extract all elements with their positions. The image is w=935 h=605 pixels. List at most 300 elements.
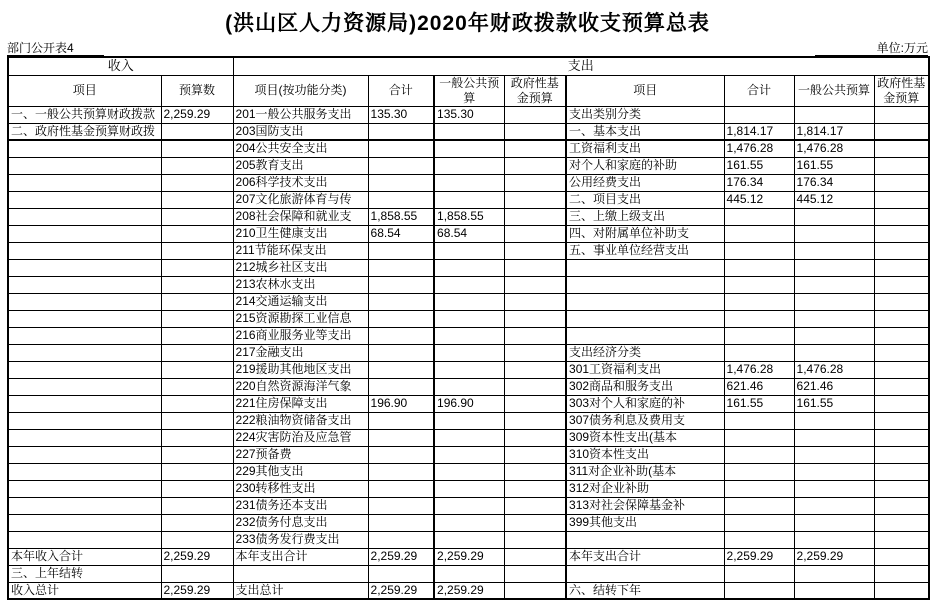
column-header-9: 一般公共预算 <box>794 75 874 106</box>
cell-r16-c10 <box>874 361 929 378</box>
cell-r6-c8: 445.12 <box>724 191 794 208</box>
cell-r8-c7: 四、对附属单位补助支 <box>566 225 724 242</box>
table-row-16 <box>8 361 929 378</box>
cell-r7-c2 <box>161 208 233 225</box>
cell-r21-c3: 227预备费 <box>233 446 368 463</box>
cell-r21-c2 <box>161 446 233 463</box>
cell-r27-c10 <box>874 548 929 565</box>
cell-r20-c4 <box>368 429 434 446</box>
cell-r29-c2: 2,259.29 <box>161 582 233 599</box>
cell-r23-c7: 312对企业补助 <box>566 480 724 497</box>
cell-r28-c2 <box>161 565 233 582</box>
cell-r29-c6 <box>504 582 566 599</box>
cell-r29-c9 <box>794 582 874 599</box>
cell-r12-c4 <box>368 293 434 310</box>
table-row-17 <box>8 378 929 395</box>
cell-r1-c10 <box>874 106 929 123</box>
cell-r25-c1 <box>8 514 161 531</box>
cell-r22-c7: 311对企业补助(基本 <box>566 463 724 480</box>
cell-r21-c1 <box>8 446 161 463</box>
cell-r9-c2 <box>161 242 233 259</box>
cell-r28-c6 <box>504 565 566 582</box>
cell-r4-c8: 161.55 <box>724 157 794 174</box>
cell-r25-c4 <box>368 514 434 531</box>
cell-r6-c3: 207文化旅游体育与传 <box>233 191 368 208</box>
cell-r23-c10 <box>874 480 929 497</box>
cell-r20-c9 <box>794 429 874 446</box>
cell-r22-c9 <box>794 463 874 480</box>
cell-r1-c3: 201一般公共服务支出 <box>233 106 368 123</box>
column-header-6: 政府性基金预算 <box>504 75 566 106</box>
cell-r29-c5: 2,259.29 <box>434 582 504 599</box>
table-row-15 <box>8 344 929 361</box>
cell-r29-c4: 2,259.29 <box>368 582 434 599</box>
cell-r27-c2: 2,259.29 <box>161 548 233 565</box>
cell-r13-c8 <box>724 310 794 327</box>
table-row-3 <box>8 140 929 157</box>
cell-r5-c1 <box>8 174 161 191</box>
cell-r21-c4 <box>368 446 434 463</box>
cell-r5-c6 <box>504 174 566 191</box>
expenditure-section-header: 支出 <box>233 57 929 75</box>
cell-r10-c9 <box>794 259 874 276</box>
table-row-27 <box>8 548 929 565</box>
cell-r24-c7: 313对社会保障基金补 <box>566 497 724 514</box>
cell-r29-c10 <box>874 582 929 599</box>
cell-r3-c7: 工资福利支出 <box>566 140 724 157</box>
table-row-23 <box>8 480 929 497</box>
cell-r20-c2 <box>161 429 233 446</box>
cell-r9-c9 <box>794 242 874 259</box>
cell-r16-c5 <box>434 361 504 378</box>
cell-r19-c5 <box>434 412 504 429</box>
cell-r2-c1: 二、政府性基金预算财政拨 <box>8 123 161 140</box>
cell-r17-c3: 220自然资源海洋气象 <box>233 378 368 395</box>
cell-r10-c3: 212城乡社区支出 <box>233 259 368 276</box>
cell-r7-c4: 1,858.55 <box>368 208 434 225</box>
cell-r15-c2 <box>161 344 233 361</box>
cell-r6-c9: 445.12 <box>794 191 874 208</box>
cell-r16-c4 <box>368 361 434 378</box>
cell-r10-c5 <box>434 259 504 276</box>
cell-r24-c10 <box>874 497 929 514</box>
cell-r19-c4 <box>368 412 434 429</box>
cell-r26-c7 <box>566 531 724 548</box>
cell-r17-c9: 621.46 <box>794 378 874 395</box>
table-row-11 <box>8 276 929 293</box>
table-row-24 <box>8 497 929 514</box>
cell-r18-c5: 196.90 <box>434 395 504 412</box>
cell-r25-c3: 232债务付息支出 <box>233 514 368 531</box>
cell-r13-c9 <box>794 310 874 327</box>
cell-r23-c5 <box>434 480 504 497</box>
cell-r2-c4 <box>368 123 434 140</box>
cell-r3-c1 <box>8 140 161 157</box>
cell-r3-c8: 1,476.28 <box>724 140 794 157</box>
cell-r21-c6 <box>504 446 566 463</box>
cell-r28-c5 <box>434 565 504 582</box>
cell-r6-c2 <box>161 191 233 208</box>
cell-r5-c4 <box>368 174 434 191</box>
table-row-1 <box>8 106 929 123</box>
cell-r15-c6 <box>504 344 566 361</box>
cell-r10-c4 <box>368 259 434 276</box>
cell-r9-c10 <box>874 242 929 259</box>
cell-r2-c7: 一、基本支出 <box>566 123 724 140</box>
cell-r1-c4: 135.30 <box>368 106 434 123</box>
table-row-12 <box>8 293 929 310</box>
cell-r9-c1 <box>8 242 161 259</box>
cell-r2-c9: 1,814.17 <box>794 123 874 140</box>
table-row-9 <box>8 242 929 259</box>
cell-r13-c3: 215资源勘探工业信息 <box>233 310 368 327</box>
cell-r15-c9 <box>794 344 874 361</box>
cell-r5-c9: 176.34 <box>794 174 874 191</box>
cell-r23-c6 <box>504 480 566 497</box>
cell-r3-c5 <box>434 140 504 157</box>
cell-r9-c4 <box>368 242 434 259</box>
cell-r22-c6 <box>504 463 566 480</box>
table-row-13 <box>8 310 929 327</box>
cell-r23-c4 <box>368 480 434 497</box>
cell-r6-c5 <box>434 191 504 208</box>
column-header-row <box>8 75 929 106</box>
table-row-14 <box>8 327 929 344</box>
cell-r27-c1: 本年收入合计 <box>8 548 161 565</box>
cell-r19-c7: 307债务利息及费用支 <box>566 412 724 429</box>
cell-r14-c3: 216商业服务业等支出 <box>233 327 368 344</box>
cell-r15-c1 <box>8 344 161 361</box>
cell-r17-c10 <box>874 378 929 395</box>
table-row-4 <box>8 157 929 174</box>
cell-r11-c4 <box>368 276 434 293</box>
table-row-21 <box>8 446 929 463</box>
cell-r18-c7: 303对个人和家庭的补 <box>566 395 724 412</box>
cell-r8-c9 <box>794 225 874 242</box>
cell-r14-c2 <box>161 327 233 344</box>
cell-r26-c10 <box>874 531 929 548</box>
cell-r8-c4: 68.54 <box>368 225 434 242</box>
cell-r28-c8 <box>724 565 794 582</box>
table-body <box>8 106 929 599</box>
cell-r4-c5 <box>434 157 504 174</box>
cell-r6-c10 <box>874 191 929 208</box>
cell-r28-c3 <box>233 565 368 582</box>
cell-r19-c3: 222粮油物资储备支出 <box>233 412 368 429</box>
cell-r3-c3: 204公共安全支出 <box>233 140 368 157</box>
cell-r8-c1 <box>8 225 161 242</box>
table-row-10 <box>8 259 929 276</box>
cell-r25-c7: 399其他支出 <box>566 514 724 531</box>
cell-r24-c4 <box>368 497 434 514</box>
cell-r1-c2: 2,259.29 <box>161 106 233 123</box>
cell-r26-c3: 233债务发行费支出 <box>233 531 368 548</box>
cell-r21-c7: 310资本性支出 <box>566 446 724 463</box>
cell-r1-c7: 支出类别分类 <box>566 106 724 123</box>
cell-r22-c2 <box>161 463 233 480</box>
cell-r2-c6 <box>504 123 566 140</box>
cell-r8-c2 <box>161 225 233 242</box>
cell-r17-c1 <box>8 378 161 395</box>
cell-r12-c7 <box>566 293 724 310</box>
cell-r7-c5: 1,858.55 <box>434 208 504 225</box>
cell-r16-c9: 1,476.28 <box>794 361 874 378</box>
cell-r20-c1 <box>8 429 161 446</box>
cell-r24-c1 <box>8 497 161 514</box>
cell-r10-c6 <box>504 259 566 276</box>
cell-r4-c3: 205教育支出 <box>233 157 368 174</box>
cell-r14-c1 <box>8 327 161 344</box>
column-header-7: 项目 <box>566 75 724 106</box>
cell-r24-c9 <box>794 497 874 514</box>
column-header-4: 合计 <box>368 75 434 106</box>
cell-r26-c8 <box>724 531 794 548</box>
cell-r16-c6 <box>504 361 566 378</box>
cell-r3-c2 <box>161 140 233 157</box>
cell-r11-c1 <box>8 276 161 293</box>
cell-r23-c3: 230转移性支出 <box>233 480 368 497</box>
cell-r18-c6 <box>504 395 566 412</box>
cell-r1-c1: 一、一般公共预算财政拨款 <box>8 106 161 123</box>
cell-r23-c1 <box>8 480 161 497</box>
cell-r13-c5 <box>434 310 504 327</box>
table-row-6 <box>8 191 929 208</box>
cell-r16-c8: 1,476.28 <box>724 361 794 378</box>
cell-r8-c3: 210卫生健康支出 <box>233 225 368 242</box>
cell-r27-c9: 2,259.29 <box>794 548 874 565</box>
cell-r20-c3: 224灾害防治及应急管 <box>233 429 368 446</box>
cell-r18-c4: 196.90 <box>368 395 434 412</box>
cell-r22-c5 <box>434 463 504 480</box>
cell-r13-c4 <box>368 310 434 327</box>
cell-r18-c3: 221住房保障支出 <box>233 395 368 412</box>
cell-r6-c7: 二、项目支出 <box>566 191 724 208</box>
cell-r21-c9 <box>794 446 874 463</box>
section-header-row <box>8 57 929 75</box>
cell-r7-c3: 208社会保障和就业支 <box>233 208 368 225</box>
cell-r24-c6 <box>504 497 566 514</box>
cell-r28-c1: 三、上年结转 <box>8 565 161 582</box>
cell-r25-c2 <box>161 514 233 531</box>
cell-r14-c9 <box>794 327 874 344</box>
column-header-2: 预算数 <box>161 75 233 106</box>
cell-r14-c8 <box>724 327 794 344</box>
cell-r16-c2 <box>161 361 233 378</box>
cell-r6-c1 <box>8 191 161 208</box>
cell-r7-c10 <box>874 208 929 225</box>
cell-r19-c8 <box>724 412 794 429</box>
cell-r1-c8 <box>724 106 794 123</box>
cell-r3-c6 <box>504 140 566 157</box>
cell-r15-c10 <box>874 344 929 361</box>
cell-r7-c6 <box>504 208 566 225</box>
cell-r11-c8 <box>724 276 794 293</box>
column-header-3: 项目(按功能分类) <box>233 75 368 106</box>
cell-r3-c9: 1,476.28 <box>794 140 874 157</box>
cell-r12-c2 <box>161 293 233 310</box>
cell-r12-c6 <box>504 293 566 310</box>
cell-r27-c3: 本年支出合计 <box>233 548 368 565</box>
table-row-18 <box>8 395 929 412</box>
cell-r1-c5: 135.30 <box>434 106 504 123</box>
cell-r28-c9 <box>794 565 874 582</box>
cell-r14-c5 <box>434 327 504 344</box>
cell-r20-c6 <box>504 429 566 446</box>
cell-r27-c6 <box>504 548 566 565</box>
page-title: (洪山区人力资源局)2020年财政拨款收支预算总表 <box>225 12 710 35</box>
unit-note: 单位:万元 <box>815 41 928 56</box>
cell-r10-c1 <box>8 259 161 276</box>
cell-r19-c6 <box>504 412 566 429</box>
cell-r1-c9 <box>794 106 874 123</box>
cell-r2-c10 <box>874 123 929 140</box>
cell-r23-c8 <box>724 480 794 497</box>
cell-r12-c10 <box>874 293 929 310</box>
cell-r7-c7: 三、上缴上级支出 <box>566 208 724 225</box>
cell-r24-c3: 231债务还本支出 <box>233 497 368 514</box>
cell-r23-c2 <box>161 480 233 497</box>
table-row-26 <box>8 531 929 548</box>
cell-r8-c6 <box>504 225 566 242</box>
cell-r10-c10 <box>874 259 929 276</box>
cell-r26-c6 <box>504 531 566 548</box>
cell-r21-c5 <box>434 446 504 463</box>
cell-r22-c8 <box>724 463 794 480</box>
cell-r21-c10 <box>874 446 929 463</box>
cell-r25-c9 <box>794 514 874 531</box>
cell-r17-c5 <box>434 378 504 395</box>
cell-r8-c5: 68.54 <box>434 225 504 242</box>
cell-r18-c2 <box>161 395 233 412</box>
cell-r4-c7: 对个人和家庭的补助 <box>566 157 724 174</box>
cell-r20-c7: 309资本性支出(基本 <box>566 429 724 446</box>
table-row-25 <box>8 514 929 531</box>
cell-r27-c8: 2,259.29 <box>724 548 794 565</box>
cell-r17-c2 <box>161 378 233 395</box>
cell-r10-c8 <box>724 259 794 276</box>
cell-r5-c3: 206科学技术支出 <box>233 174 368 191</box>
cell-r11-c3: 213农林水支出 <box>233 276 368 293</box>
cell-r11-c6 <box>504 276 566 293</box>
cell-r13-c1 <box>8 310 161 327</box>
cell-r5-c10 <box>874 174 929 191</box>
cell-r19-c9 <box>794 412 874 429</box>
column-header-10: 政府性基金预算 <box>874 75 929 106</box>
cell-r4-c10 <box>874 157 929 174</box>
cell-r25-c10 <box>874 514 929 531</box>
cell-r13-c7 <box>566 310 724 327</box>
income-section-header: 收入 <box>8 57 233 75</box>
cell-r4-c4 <box>368 157 434 174</box>
cell-r17-c6 <box>504 378 566 395</box>
cell-r15-c5 <box>434 344 504 361</box>
cell-r24-c2 <box>161 497 233 514</box>
cell-r13-c6 <box>504 310 566 327</box>
cell-r27-c7: 本年支出合计 <box>566 548 724 565</box>
cell-r4-c1 <box>8 157 161 174</box>
cell-r9-c3: 211节能环保支出 <box>233 242 368 259</box>
cell-r10-c2 <box>161 259 233 276</box>
column-header-5: 一般公共预算 <box>434 75 504 106</box>
cell-r22-c1 <box>8 463 161 480</box>
cell-r27-c4: 2,259.29 <box>368 548 434 565</box>
cell-r15-c7: 支出经济分类 <box>566 344 724 361</box>
cell-r12-c3: 214交通运输支出 <box>233 293 368 310</box>
cell-r9-c8 <box>724 242 794 259</box>
budget-summary-table <box>7 56 930 600</box>
table-row-19 <box>8 412 929 429</box>
cell-r17-c7: 302商品和服务支出 <box>566 378 724 395</box>
cell-r12-c9 <box>794 293 874 310</box>
cell-r6-c4 <box>368 191 434 208</box>
cell-r20-c10 <box>874 429 929 446</box>
cell-r5-c5 <box>434 174 504 191</box>
cell-r29-c3: 支出总计 <box>233 582 368 599</box>
cell-r16-c1 <box>8 361 161 378</box>
cell-r4-c2 <box>161 157 233 174</box>
cell-r9-c7: 五、事业单位经营支出 <box>566 242 724 259</box>
cell-r8-c10 <box>874 225 929 242</box>
table-row-22 <box>8 463 929 480</box>
cell-r15-c3: 217金融支出 <box>233 344 368 361</box>
cell-r26-c4 <box>368 531 434 548</box>
table-row-20 <box>8 429 929 446</box>
cell-r11-c5 <box>434 276 504 293</box>
cell-r18-c9: 161.55 <box>794 395 874 412</box>
cell-r4-c9: 161.55 <box>794 157 874 174</box>
cell-r12-c1 <box>8 293 161 310</box>
cell-r17-c8: 621.46 <box>724 378 794 395</box>
cell-r2-c5 <box>434 123 504 140</box>
cell-r26-c5 <box>434 531 504 548</box>
cell-r26-c2 <box>161 531 233 548</box>
cell-r20-c5 <box>434 429 504 446</box>
cell-r11-c2 <box>161 276 233 293</box>
cell-r6-c6 <box>504 191 566 208</box>
table-number-note: 部门公开表4 <box>7 41 104 56</box>
cell-r1-c6 <box>504 106 566 123</box>
cell-r17-c4 <box>368 378 434 395</box>
cell-r12-c5 <box>434 293 504 310</box>
cell-r29-c1: 收入总计 <box>8 582 161 599</box>
cell-r14-c6 <box>504 327 566 344</box>
cell-r20-c8 <box>724 429 794 446</box>
cell-r26-c1 <box>8 531 161 548</box>
column-header-1: 项目 <box>8 75 161 106</box>
table-row-28 <box>8 565 929 582</box>
cell-r14-c10 <box>874 327 929 344</box>
cell-r15-c4 <box>368 344 434 361</box>
cell-r29-c7: 六、结转下年 <box>566 582 724 599</box>
cell-r14-c4 <box>368 327 434 344</box>
cell-r19-c1 <box>8 412 161 429</box>
cell-r28-c4 <box>368 565 434 582</box>
cell-r3-c4 <box>368 140 434 157</box>
cell-r13-c10 <box>874 310 929 327</box>
cell-r25-c5 <box>434 514 504 531</box>
column-header-8: 合计 <box>724 75 794 106</box>
cell-r22-c10 <box>874 463 929 480</box>
cell-r21-c8 <box>724 446 794 463</box>
table-row-7 <box>8 208 929 225</box>
cell-r23-c9 <box>794 480 874 497</box>
cell-r29-c8 <box>724 582 794 599</box>
cell-r16-c3: 219援助其他地区支出 <box>233 361 368 378</box>
table-row-5 <box>8 174 929 191</box>
cell-r18-c1 <box>8 395 161 412</box>
cell-r5-c8: 176.34 <box>724 174 794 191</box>
cell-r7-c1 <box>8 208 161 225</box>
